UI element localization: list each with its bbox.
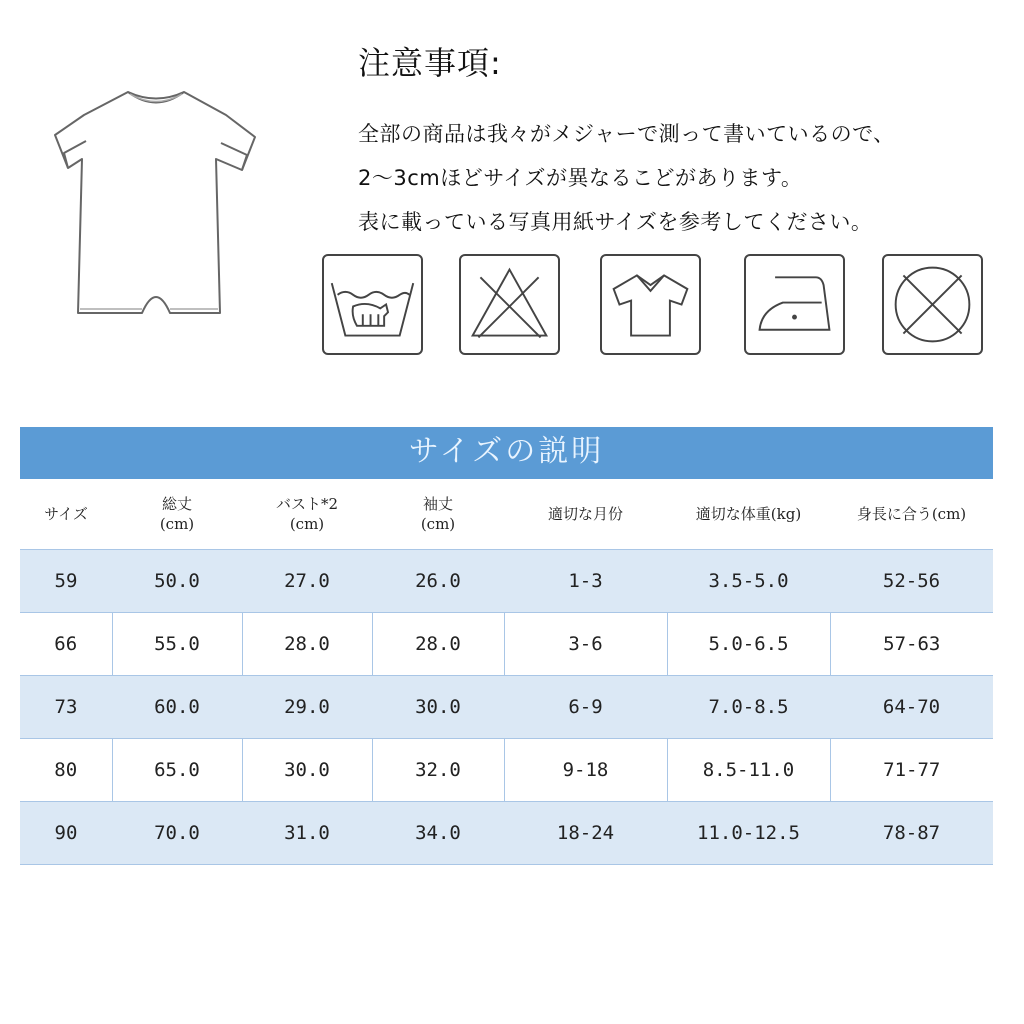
romper-illustration [50,85,260,325]
cell-size: 59 [20,550,112,613]
iron-low-heat-icon [744,254,845,355]
cell-bust: 30.0 [242,739,372,802]
cell-size: 90 [20,802,112,865]
cell-total-length: 70.0 [112,802,242,865]
notice-text [358,112,895,244]
table-row [20,613,993,676]
table-title: サイズの説明 [20,427,993,477]
cell-bust: 29.0 [242,676,372,739]
cell-total-length: 65.0 [112,739,242,802]
header-weight: 適切な体重(kg) [667,478,830,550]
cell-age-months: 1-3 [504,550,667,613]
cell-weight: 3.5-5.0 [667,550,830,613]
notice-title: 注意事項: [358,44,502,82]
table-row [20,739,993,802]
notice-line: 全部の商品は我々がメジャーで測って書いているので、 [358,122,895,146]
cell-sleeve-length: 32.0 [372,739,504,802]
cell-total-length: 50.0 [112,550,242,613]
do-not-tumble-dry-icon [882,254,983,355]
hand-wash-icon [322,254,423,355]
cell-sleeve-length: 34.0 [372,802,504,865]
cell-age-months: 6-9 [504,676,667,739]
header-total-length: 総丈 (cm) [112,478,242,550]
table-header-row [20,478,993,550]
cell-weight: 11.0-12.5 [667,802,830,865]
care-icons [322,254,992,360]
line-dry-shirt-icon [600,254,701,355]
cell-size: 66 [20,613,112,676]
do-not-bleach-icon [459,254,560,355]
cell-height: 78-87 [830,802,993,865]
cell-weight: 7.0-8.5 [667,676,830,739]
header-bust: バスト*2 (cm) [242,478,372,550]
cell-age-months: 9-18 [504,739,667,802]
cell-height: 64-70 [830,676,993,739]
cell-height: 52-56 [830,550,993,613]
cell-size: 80 [20,739,112,802]
table-row [20,550,993,613]
cell-total-length: 60.0 [112,676,242,739]
cell-bust: 28.0 [242,613,372,676]
cell-height: 71-77 [830,739,993,802]
size-table [20,427,993,865]
header-size: サイズ [20,478,112,550]
header-sleeve-length: 袖丈 (cm) [372,478,504,550]
cell-age-months: 18-24 [504,802,667,865]
cell-total-length: 55.0 [112,613,242,676]
header-age-months: 適切な月份 [504,478,667,550]
table-row [20,676,993,739]
cell-bust: 27.0 [242,550,372,613]
header-height: 身長に合う(cm) [830,478,993,550]
cell-sleeve-length: 26.0 [372,550,504,613]
cell-age-months: 3-6 [504,613,667,676]
table-row [20,802,993,865]
cell-bust: 31.0 [242,802,372,865]
notice-line: 表に載っている写真用紙サイズを参考してください。 [358,210,873,234]
cell-weight: 8.5-11.0 [667,739,830,802]
cell-weight: 5.0-6.5 [667,613,830,676]
cell-height: 57-63 [830,613,993,676]
notice-line: 2〜3cmほどサイズが異なるこどがあります。 [358,166,803,190]
cell-sleeve-length: 28.0 [372,613,504,676]
cell-sleeve-length: 30.0 [372,676,504,739]
cell-size: 73 [20,676,112,739]
